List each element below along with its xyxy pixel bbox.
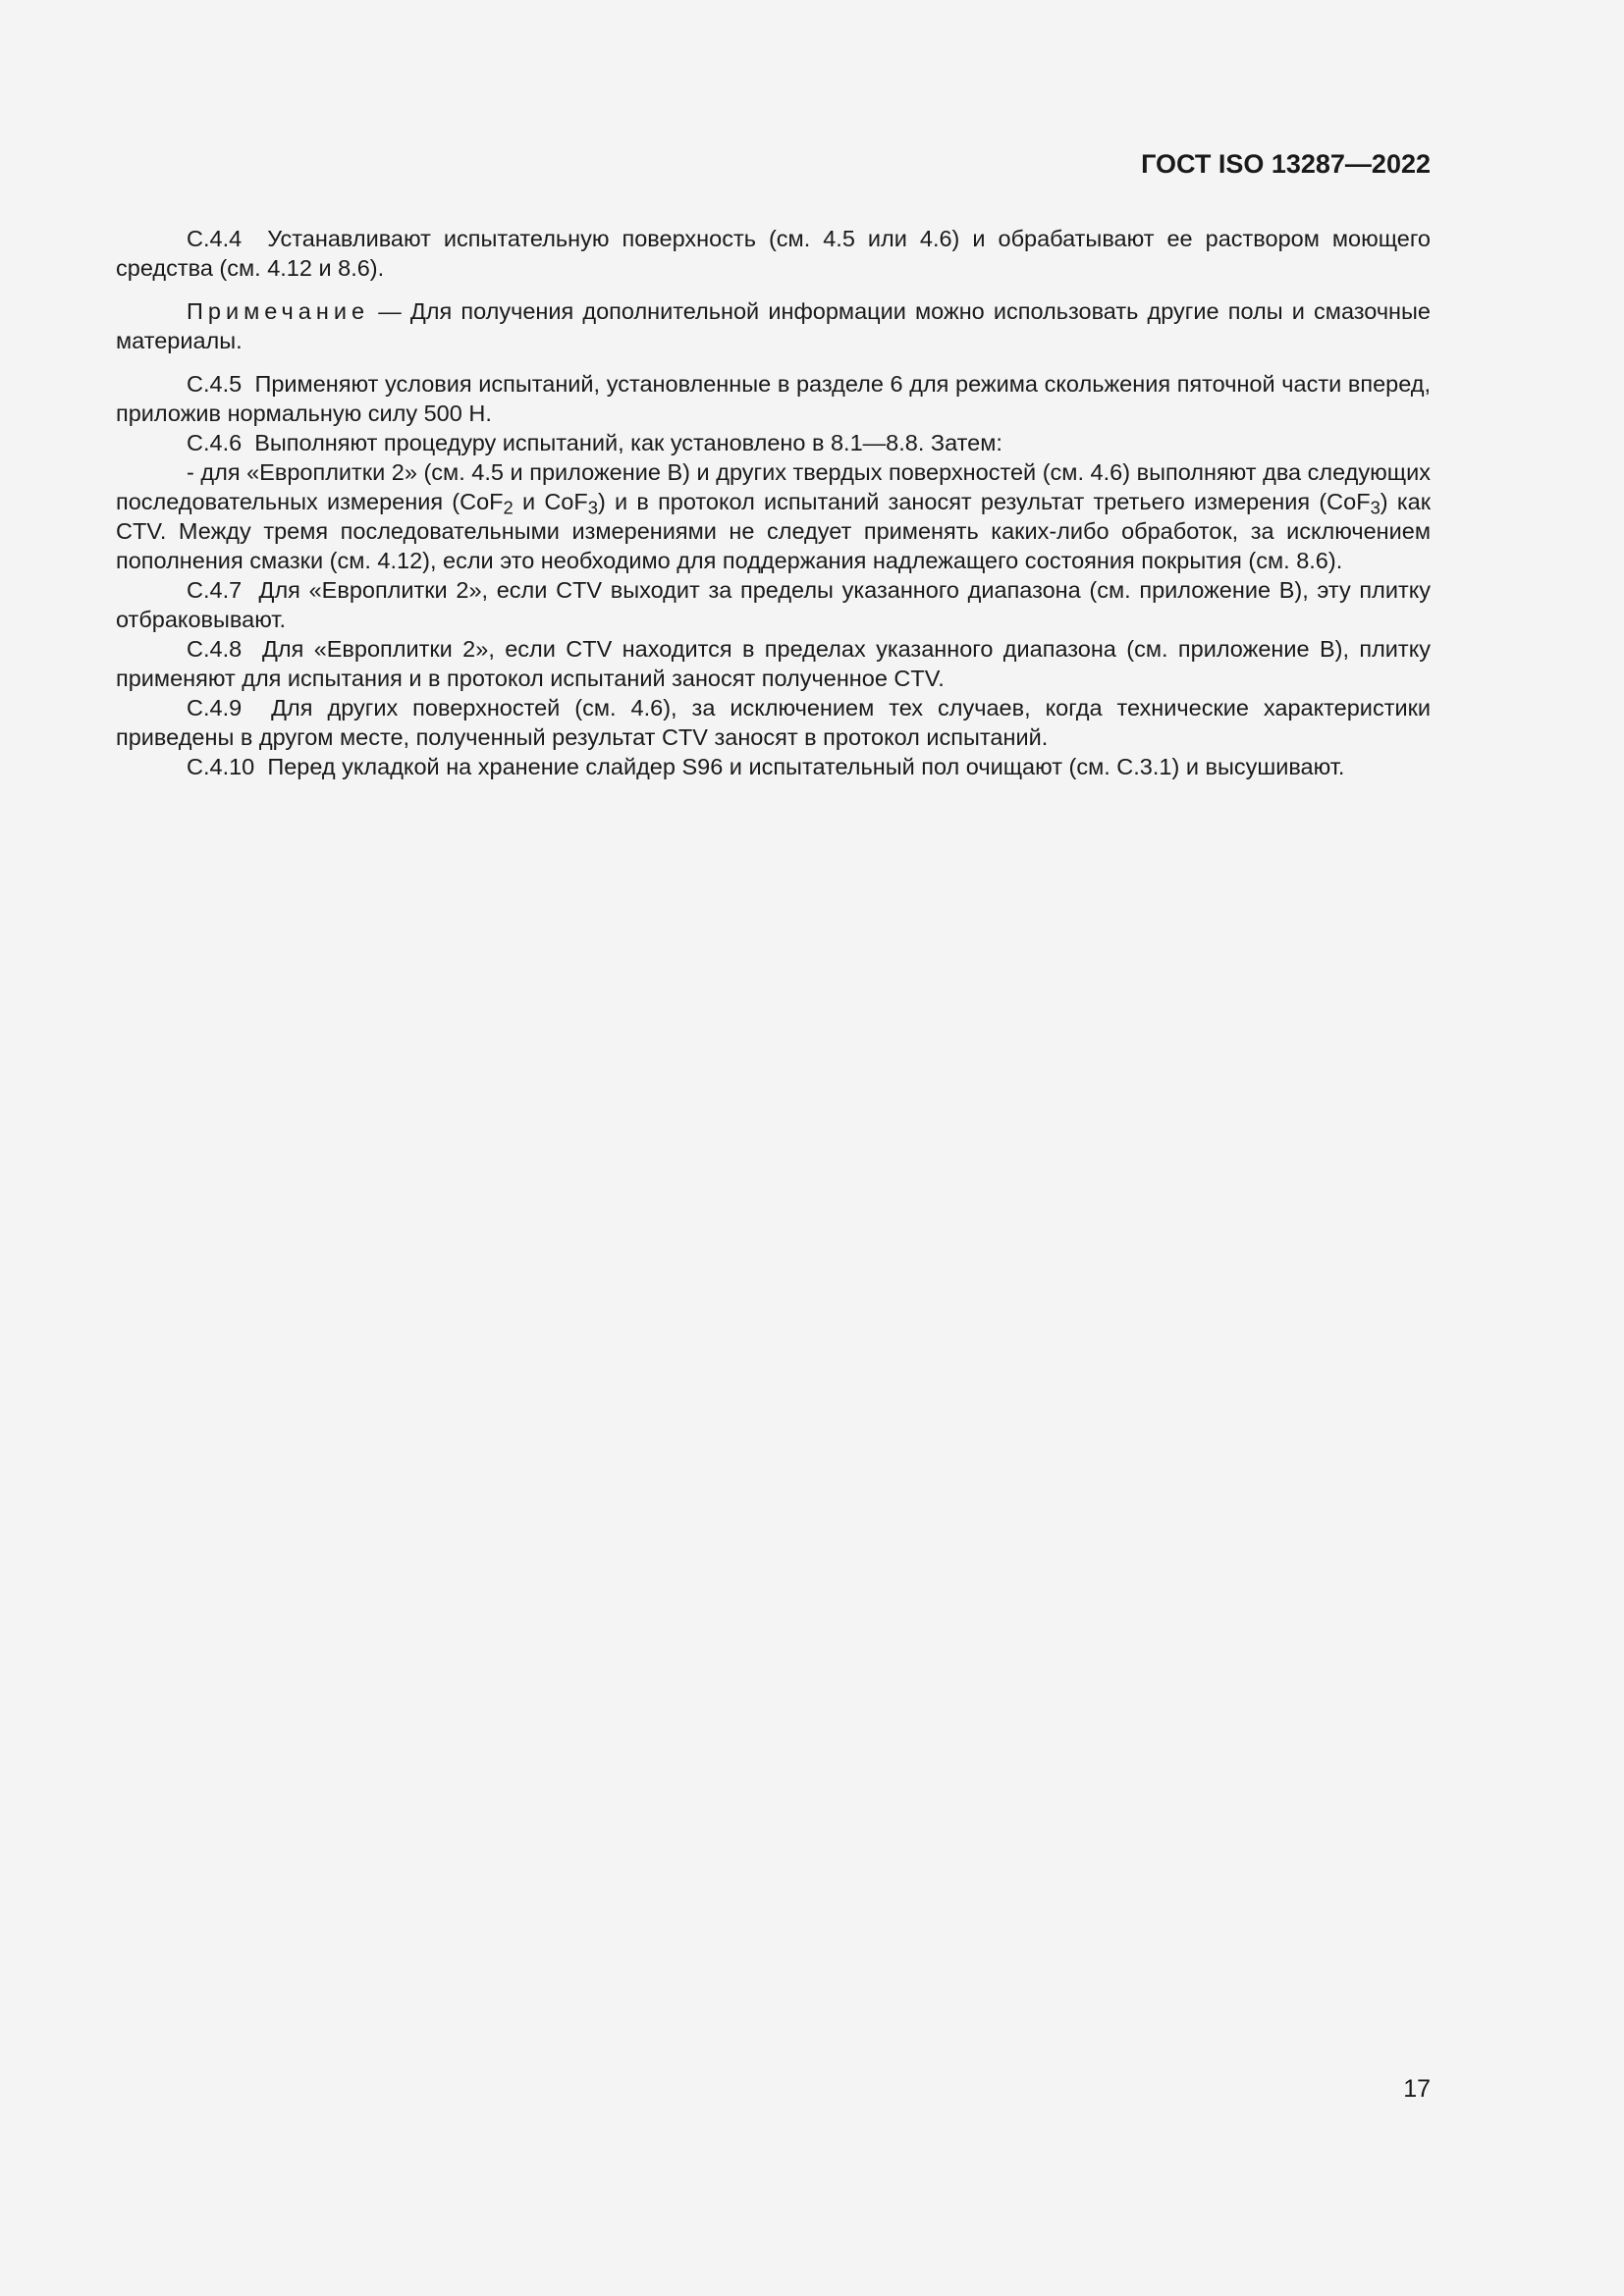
clause-text: Устанавливают испытательную поверхность (см. 4.5 или 4.6) и обрабатывают ее раствором моющего средства (см. 4.12 и 8.6).: [116, 226, 1431, 281]
clause-text: Для других поверхностей (см. 4.6), за исключением тех случаев, когда технические характеристики приведены в другом месте, полученный результат CTV заносят в протокол испытаний.: [116, 695, 1431, 750]
note-label: Примечание: [187, 298, 370, 324]
paragraph-c47: [116, 575, 1431, 634]
note-paragraph: [116, 296, 1431, 355]
clause-text: Для «Европлитки 2», если CTV находится в пределах указанного диапазона (см. приложение В), плитку применяют для испытания и в протокол испытаний заносят полученное CTV.: [116, 636, 1431, 691]
subscript-3: 3: [1370, 497, 1380, 518]
paragraph-c45: [116, 369, 1431, 428]
item-text: - для «Европлитки 2» (см. 4.5 и приложение В) и других твердых поверхностей (см. 4.6) выполняют два следующих последовательных измерения (: [116, 459, 1431, 514]
clause-text: Для «Европлитки 2», если CTV выходит за пределы указанного диапазона (см. приложение В), эту плитку отбраковывают.: [116, 577, 1431, 632]
clause-text: Выполняют процедуру испытаний, как установлено в 8.1—8.8. Затем:: [254, 430, 1002, 455]
paragraph-c49: [116, 693, 1431, 752]
clause-text: Перед укладкой на хранение слайдер S96 и испытательный пол очищают (см. С.3.1) и высушивают.: [267, 754, 1345, 779]
paragraph-c48: [116, 634, 1431, 693]
item-text: и: [513, 489, 545, 514]
page-number: 17: [1403, 2075, 1431, 2103]
clause-text: Применяют условия испытаний, установленные в разделе 6 для режима скольжения пяточной части вперед, приложив нормальную силу 500 Н.: [116, 371, 1432, 426]
clause-number: С.4.9: [187, 695, 243, 721]
subscript-2: 2: [503, 497, 514, 518]
clause-number: С.4.8: [187, 636, 243, 662]
clause-number: С.4.7: [187, 577, 243, 603]
note-text: — Для получения дополнительной информации можно использовать другие полы и смазочные материалы.: [116, 298, 1431, 353]
clause-number: С.4.5: [187, 371, 243, 397]
clause-number: С.4.6: [187, 430, 243, 455]
cof-symbol: CoF: [460, 489, 504, 514]
paragraph-c46-item: [116, 457, 1431, 575]
paragraph-c410: [116, 752, 1431, 781]
item-text: ) как CTV. Между тремя последовательными измерениями не следует применять каких-либо обработок, за исключением пополнения смазки (см. 4.12), если это необходимо для поддержания надлежащего состояния покрытия (см. 8.6).: [116, 489, 1431, 573]
cof-symbol: CoF: [1326, 489, 1371, 514]
clause-number: С.4.4: [187, 226, 243, 251]
paragraph-c44: [116, 224, 1431, 283]
clause-number: С.4.10: [187, 754, 255, 779]
document-header: ГОСТ ISO 13287—2022: [1141, 149, 1431, 179]
item-text: ) и в протокол испытаний заносят результат третьего измерения (: [597, 489, 1327, 514]
paragraph-c46: [116, 428, 1431, 457]
subscript-3: 3: [587, 497, 598, 518]
document-body: [116, 224, 1431, 781]
cof-symbol: CoF: [544, 489, 588, 514]
